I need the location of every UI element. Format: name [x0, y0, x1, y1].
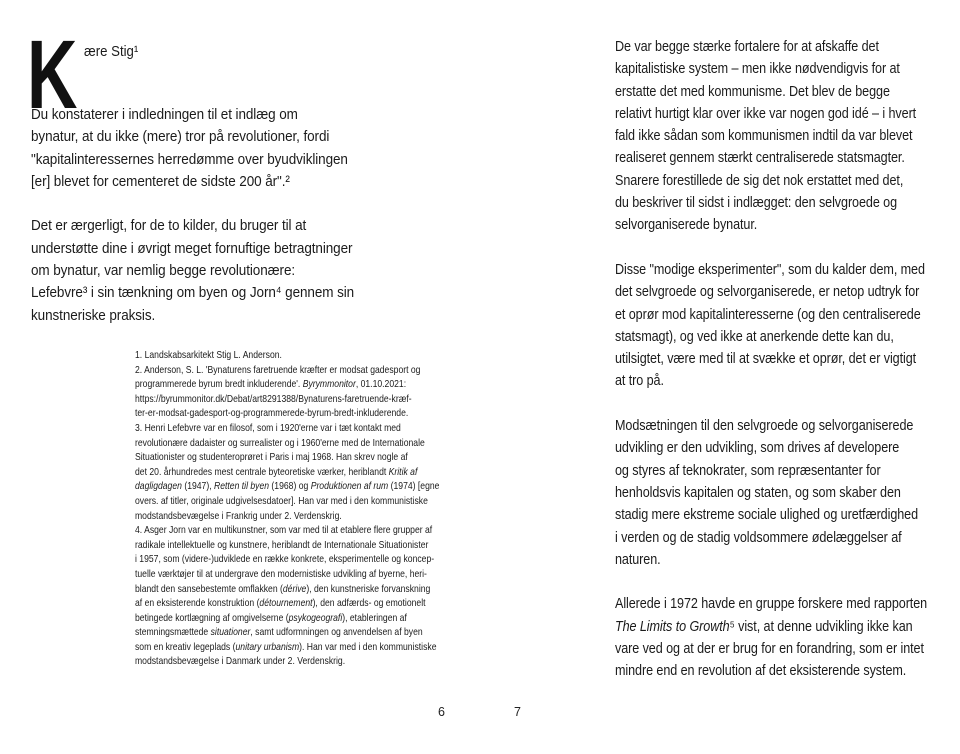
page-number-left: 6 — [438, 705, 445, 719]
text-line: om bynatur, var nemlig begge revolutionære: — [31, 262, 296, 280]
text-line: Snarere forestillede de sig det nok erstattet med det, — [615, 171, 904, 189]
text-line: realiseret gennem stærkt centraliserede statsmagter. — [615, 149, 905, 167]
text-line: tuelle værktøjer til at undergrave den modernistiske udvikling af byerne, heri- — [135, 567, 427, 580]
italic-text: Produktionen af rum — [310, 480, 389, 493]
text-line: modstandsbevægelse i Frankrig under 2. Verdenskrig. — [135, 509, 342, 522]
text-line: fald ikke sådan som kommunismen indtil da var blevet — [615, 127, 913, 145]
text-line: Allerede i 1972 havde en gruppe forskere med rapporten — [615, 595, 928, 613]
text-line: det 20. århundredes mest centrale byteoretiske værker, heriblandt Kritik af — [135, 465, 418, 478]
text-line: udvikling er den udvikling, som drives af developere — [615, 439, 900, 457]
text-line: ter-er-modsat-gadesport-og-programmerede-byrum-bredt-inkluderende. — [135, 407, 409, 420]
text-line: Situationister og studenteroprøret i Paris i maj 1968. Han skrev nogle af — [135, 451, 408, 464]
text-line: Disse "modige eksperimenter", som du kalder dem, med — [615, 260, 925, 278]
left-body-text — [31, 104, 354, 327]
text-line: stadig mere ekstreme sociale ulighed og uretfærdighed — [615, 506, 919, 524]
text-line: 4. Asger Jorn var en multikunstner, som var med til at etablere flere grupper af — [135, 524, 433, 537]
text-line: og styres af teknokrater, som repræsentanter for — [615, 461, 881, 479]
text-line: i verden og de stadig voldsommere ødelæggelser af — [615, 528, 902, 546]
text-line: Modsætningen til den selvgroede og selvorganiserede — [615, 417, 914, 435]
text-line: 3. Henri Lefebvre var en filosof, som i 1920'erne var i tæt kontakt med — [135, 421, 401, 434]
text-line: programmerede byrum bredt inkluderende'. Byrymmonitor, 01.10.2021: — [135, 378, 407, 391]
text-line: henholdsvis kapitalen og staten, og som skaber den — [615, 483, 901, 501]
text-line: 2. Anderson, S. L. 'Bynaturens faretruende kræfter er modsat gadesport og — [135, 363, 421, 376]
italic-text: psykogeografi — [288, 611, 343, 624]
text-line: du beskriver til sidst i indlægget: den selvgroede og — [615, 194, 898, 212]
text-line: som en kreativ legeplads (unitary urbanism). Han var med i den kommunistiske — [135, 640, 437, 653]
italic-text: unitary urbanism — [235, 640, 300, 653]
paragraph — [31, 104, 354, 193]
italic-text: Retten til byen — [214, 480, 270, 493]
paragraph — [615, 36, 927, 237]
footnote — [135, 523, 439, 669]
text-line: naturen. — [615, 550, 661, 568]
paragraph — [31, 215, 354, 326]
text-line: relativt hurtigt klar over ikke var nogen god idé – i hvert — [615, 104, 917, 122]
text-line: mindre end en revolution af det eksisterende system. — [615, 662, 907, 680]
dropcap-k: K — [27, 20, 78, 129]
text-line: kunstneriske praksis. — [31, 306, 156, 324]
salutation: ære Stig¹ — [84, 43, 139, 60]
text-line: "kapitalinteressernes herredømme over byudviklingen — [31, 150, 348, 168]
page-number-right: 7 — [514, 705, 521, 719]
text-line: selvorganiserede bynatur. — [615, 216, 758, 234]
text-line: utilsigtet, være med til at svække et oprør, det er vigtigt — [615, 350, 917, 368]
text-line: Du konstaterer i indledningen til et indlæg om — [31, 106, 298, 123]
italic-text: dagligdagen — [135, 480, 182, 493]
italic-text: The Limits to Growth — [615, 617, 730, 635]
text-line: vare ved og at der er brug for en forandring, som er intet — [615, 640, 924, 658]
text-line: overs. af titler, originale udgivelsesdatoer]. Han var med i den kommunistiske — [135, 494, 428, 507]
paragraph — [615, 593, 927, 682]
text-line: af en eksisterende konstruktion (détournement), den adfærds- og emotionelt — [135, 597, 426, 610]
right-body-text — [615, 36, 927, 683]
footnote — [135, 421, 439, 523]
text-line: [er] blevet for cementeret de sidste 200 år".² — [31, 172, 290, 190]
text-line: 1. Landskabsarkitekt Stig L. Anderson. — [135, 349, 282, 361]
text-line: modstandsbevægelse i Danmark under 2. Verdenskrig. — [135, 655, 346, 668]
text-line: et oprør mod kapitalinteresserne (og den centraliserede — [615, 305, 921, 323]
paragraph — [615, 415, 927, 571]
italic-text: dérive — [282, 582, 307, 595]
italic-text: détournement — [259, 597, 313, 610]
text-line: det selvgroede og selvorganiserede, er netop udtryk for — [615, 283, 920, 301]
text-line: bynatur, at du ikke (mere) tror på revolutioner, fordi — [31, 128, 330, 146]
text-line: blandt den sansebestemte omflakken (dérive), den kunstneriske forvanskning — [135, 582, 431, 595]
footnote — [135, 348, 439, 363]
text-line: https://byrummonitor.dk/Debat/art8291388/Bynaturens-faretruende-kræf- — [135, 392, 412, 405]
text-line: The Limits to Growth⁵ vist, at denne udvikling ikke kan — [615, 617, 913, 635]
footnotes — [135, 348, 439, 669]
text-line: erstatte det med kommunisme. Det blev de begge — [615, 82, 890, 100]
text-line: dagligdagen (1947), Retten til byen (1968) og Produktionen af rum (1974) [egne — [135, 480, 440, 493]
text-line: statsmagt), og ved ikke at anerkende dette kan du, — [615, 327, 894, 345]
text-line: i 1957, som (videre-)udviklede en række konkrete, eksperimentelle og koncep- — [135, 553, 435, 566]
text-line: De var begge stærke fortalere for at afskaffe det — [615, 38, 879, 55]
text-line: revolutionære dadaister og surrealister og i 1960'erne med de Internationale — [135, 436, 425, 449]
text-line: understøtte dine i øvrigt meget fornuftige betragtninger — [31, 239, 353, 257]
italic-text: Byrymmonitor — [302, 378, 356, 391]
text-line: Lefebvre³ i sin tænkning om byen og Jorn⁴ gennem sin — [31, 284, 355, 302]
text-line: Det er ærgerligt, for de to kilder, du bruger til at — [31, 217, 307, 235]
text-line: stemningsmættede situationer, samt udformningen og anvendelsen af byen — [135, 626, 423, 639]
italic-text: Kritik af — [388, 465, 418, 478]
text-line: radikale intellektuelle og kunstnere, heriblandt de Internationale Situationister — [135, 538, 429, 551]
paragraph — [615, 259, 927, 393]
text-line: kapitalistiske system – men ikke nødvendigvis for at — [615, 60, 900, 78]
text-line: at tro på. — [615, 372, 664, 390]
text-line: betingede kortlægning af omgivelserne (psykogeografi), etableringen af — [135, 611, 407, 624]
italic-text: situationer — [210, 626, 251, 639]
footnote — [135, 363, 439, 421]
